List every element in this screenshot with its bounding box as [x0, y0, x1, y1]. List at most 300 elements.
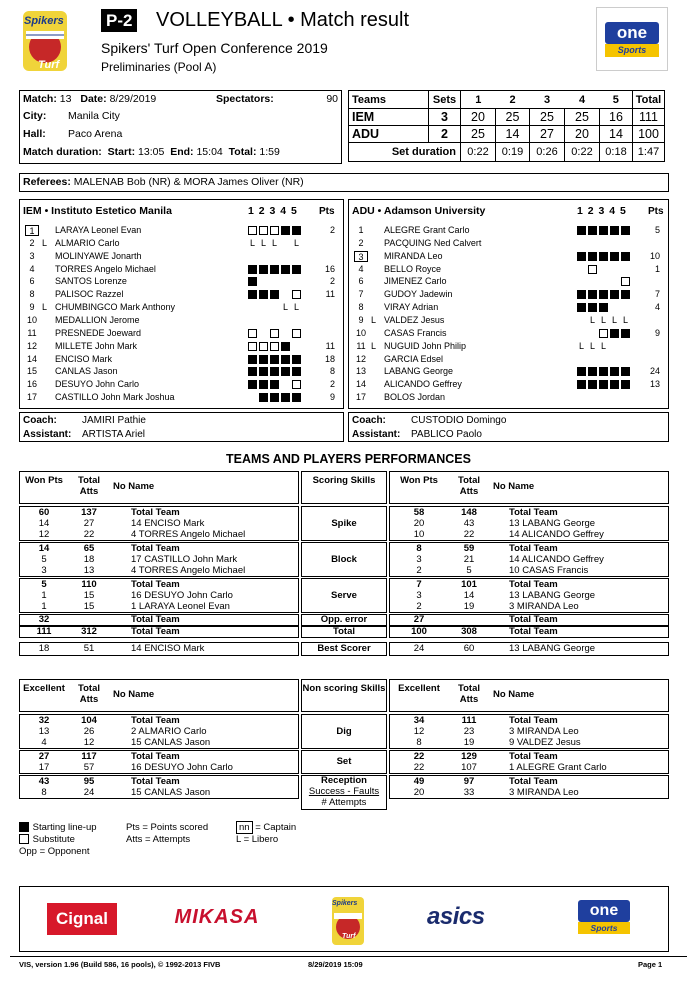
starter-square-icon [577, 380, 586, 389]
excellent-count: 8 [416, 737, 422, 748]
skill-subname: # Attempts [321, 797, 367, 808]
total-attempts: 15 [83, 601, 95, 612]
col-header: Won Pts [400, 475, 438, 486]
player-row [20, 263, 343, 276]
total-attempts: 312 [81, 626, 97, 637]
excellent-count: 4 [41, 737, 47, 748]
player-name: 2 ALMARIO Carlo [131, 726, 207, 737]
player-role: L [42, 237, 48, 248]
player-points: 11 [325, 340, 335, 351]
assistant-name: ARTISTA Ariel [82, 429, 145, 440]
player-points: 2 [329, 225, 335, 235]
player-row [20, 340, 343, 353]
starter-square-icon [577, 367, 586, 376]
starter-square-icon [588, 367, 597, 376]
total-attempts: 21 [463, 554, 475, 565]
starter-square-icon [610, 380, 619, 389]
legend-starting: Starting line-up [32, 822, 97, 833]
player-name: Total Team [509, 715, 558, 726]
starter-square-icon [292, 367, 301, 376]
phase-name: Preliminaries (Pool A) [101, 60, 217, 74]
set-score: 20 [461, 109, 496, 126]
player-name: 3 MIRANDA Leo [509, 787, 579, 798]
substitute-square-icon [248, 329, 257, 338]
starter-square-icon [621, 329, 630, 338]
set-score: 20 [565, 126, 600, 143]
starter-square-icon [248, 367, 257, 376]
footer-page: Page 1 [638, 960, 663, 969]
total-attempts: 137 [81, 507, 97, 518]
substitute-square-icon [259, 342, 268, 351]
starter-square-icon [599, 226, 608, 235]
legend-substitute: Substitute [32, 834, 75, 845]
sponsor-bar [19, 886, 669, 952]
substitute-square-icon [270, 342, 279, 351]
total-attempts: 51 [83, 643, 95, 654]
skill-name: Set [336, 756, 352, 767]
player-name: Total Team [509, 776, 558, 787]
total-attempts: 13 [83, 565, 95, 576]
player-name: Total Team [509, 614, 558, 625]
hdr-set3: 3 [530, 91, 565, 109]
starter-square-icon [577, 290, 586, 299]
duration-label: Match duration: [23, 146, 102, 158]
player-points: 11 [325, 289, 335, 300]
col-header: No Name [113, 481, 155, 492]
set-participation: L [622, 314, 628, 325]
team-b-pts-header: Pts [648, 206, 664, 217]
starter-square-icon [621, 226, 630, 235]
excellent-count: 20 [413, 787, 425, 798]
total-attempts: 19 [463, 601, 475, 612]
starter-square-icon [270, 265, 279, 274]
player-number: 13 [355, 366, 366, 377]
starter-square-icon [588, 290, 597, 299]
col-header: Excellent [398, 683, 440, 694]
one-logo-top: one [605, 22, 659, 44]
skill-name: Best Scorer [317, 643, 371, 654]
assistant-label: Assistant: [352, 429, 401, 440]
hdr-teams: Teams [349, 91, 429, 109]
player-points: 24 [649, 366, 660, 377]
cignal-logo: Cignal [47, 903, 117, 935]
col-header: Non scoring Skills [302, 683, 386, 694]
player-number: 12 [26, 340, 37, 351]
player-row [20, 327, 343, 340]
player-row [349, 314, 668, 327]
starter-square-icon [621, 290, 630, 299]
player-name: GARCIA Edsel [384, 353, 444, 364]
won-points: 2 [416, 565, 422, 576]
player-number: 4 [29, 263, 35, 274]
total-attempts: 22 [463, 529, 475, 540]
match-date: 8/29/2019 [109, 93, 157, 105]
set-score: 25 [530, 109, 565, 126]
player-row [20, 250, 343, 263]
player-row [20, 275, 343, 288]
hdr-set2: 2 [496, 91, 530, 109]
player-number: 6 [358, 276, 364, 287]
col-header: No Name [493, 481, 535, 492]
col-header: Won Pts [25, 475, 63, 486]
total-attempts: 95 [83, 776, 95, 787]
skill-name: Reception [321, 775, 367, 786]
player-name: 4 TORRES Angelo Michael [131, 565, 246, 576]
player-role: L [371, 340, 377, 351]
hdr-set5: 5 [600, 91, 633, 109]
set-participation: L [271, 237, 277, 248]
assistant-label: Assistant: [23, 429, 72, 440]
footer-version: VIS, version 1.96 (Build 586, 16 pools), © 1992-2013 FIVB [19, 960, 221, 969]
player-points: 2 [329, 379, 335, 390]
player-name: 4 TORRES Angelo Michael [131, 529, 246, 540]
total-attempts: 22 [83, 529, 95, 540]
starter-square-icon [599, 303, 608, 312]
total-attempts: 111 [461, 715, 477, 726]
total-label: Total: [228, 146, 257, 158]
player-number: 3 [354, 251, 368, 262]
set-score: 25 [565, 109, 600, 126]
player-number: 9 [358, 314, 364, 325]
player-name: 14 ALICANDO Geffrey [509, 554, 604, 565]
sets-won: 3 [429, 109, 461, 126]
won-points: 2 [416, 601, 422, 612]
player-name: NUGUID John Philip [384, 340, 467, 351]
player-name: Total Team [131, 507, 180, 518]
player-name: LARAYA Leonel Evan [55, 225, 142, 235]
set-participation: L [600, 340, 606, 351]
total-attempts: 23 [463, 726, 475, 737]
player-points: 16 [324, 263, 335, 274]
starter-square-icon [588, 303, 597, 312]
player-name: Total Team [131, 626, 180, 637]
player-number: 2 [358, 237, 364, 248]
starter-square-icon [292, 265, 301, 274]
referees-value: MALENAB Bob (NR) & MORA James Oliver (NR) [73, 176, 304, 188]
match-label: Match: [23, 93, 57, 105]
player-number: 11 [356, 340, 366, 351]
total-attempts: 97 [463, 776, 475, 787]
set-duration: 1:47 [637, 146, 660, 158]
legend-libero: L = Libero [236, 834, 279, 845]
starter-square-icon [599, 380, 608, 389]
player-points: 8 [329, 366, 335, 377]
starter-square-icon [259, 393, 268, 402]
player-name: BELLO Royce [384, 263, 442, 274]
player-name: ALMARIO Carlo [55, 237, 120, 248]
player-name: 13 LABANG George [509, 518, 596, 529]
starter-square-icon [588, 252, 597, 261]
score-table [348, 90, 665, 162]
footer-date: 8/29/2019 15:09 [308, 960, 363, 969]
set-score: 14 [496, 126, 530, 143]
total-attempts: 12 [83, 737, 95, 748]
won-points: 27 [413, 614, 425, 625]
total-attempts: 104 [81, 715, 97, 726]
legend-atts: Atts = Attempts [126, 834, 191, 845]
player-row [20, 314, 343, 327]
player-name: Total Team [131, 715, 180, 726]
player-number: 9 [29, 302, 35, 313]
end-label: End: [170, 146, 194, 158]
nonscoring-performance [19, 679, 669, 816]
player-number: 11 [27, 327, 37, 338]
one-logo-bottom: Sports [605, 44, 659, 57]
player-name: ENCISO Mark [55, 353, 113, 364]
set-participation: L [249, 237, 255, 248]
player-name: Total Team [131, 751, 180, 762]
legend-opp: Opp = Opponent [19, 846, 90, 857]
player-name: VIRAY Adrian [384, 302, 439, 313]
excellent-count: 43 [38, 776, 50, 787]
player-name: 14 ENCISO Mark [131, 643, 205, 654]
player-name: 3 MIRANDA Leo [509, 601, 579, 612]
player-row [349, 301, 668, 314]
set-participation: L [282, 302, 288, 313]
starter-square-icon [599, 367, 608, 376]
skill-subname: Success - Faults [308, 786, 380, 797]
coach-label: Coach: [23, 415, 57, 426]
player-row [349, 391, 668, 404]
player-name: Total Team [509, 626, 558, 637]
won-points: 3 [416, 554, 422, 565]
player-number: 1 [358, 225, 364, 235]
player-name: 15 CANLAS Jason [131, 737, 211, 748]
set-score: 25 [496, 109, 530, 126]
player-name: MIRANDA Leo [384, 250, 443, 261]
set-score: 25 [461, 126, 496, 143]
team-a-roster [19, 199, 344, 409]
team-a-staff [19, 412, 344, 442]
player-points: 4 [654, 302, 660, 313]
total-attempts: 117 [81, 751, 97, 762]
date-label: Date: [80, 93, 107, 105]
page-tag: P-2 [101, 9, 137, 32]
hdr-set4: 4 [565, 91, 600, 109]
starter-square-icon [270, 355, 279, 364]
player-number: 17 [355, 392, 366, 403]
starter-square-icon [577, 252, 586, 261]
col-header: Total Atts [458, 475, 480, 497]
player-number: 8 [358, 302, 364, 313]
set-score: 27 [530, 126, 565, 143]
player-name: CHUMBINGCO Mark Anthony [55, 302, 176, 313]
player-row [20, 288, 343, 301]
assistant-name: PABLICO Paolo [411, 429, 482, 440]
won-points: 10 [413, 529, 425, 540]
player-name: CASAS Francis [384, 327, 447, 338]
city-value: Manila City [68, 110, 120, 122]
player-row [349, 275, 668, 288]
starter-square-icon [292, 226, 301, 235]
player-name: 16 DESUYO John Carlo [131, 762, 233, 773]
starter-square-icon [270, 393, 279, 402]
starter-square-icon [610, 290, 619, 299]
player-name: LABANG George [384, 366, 454, 377]
match-number: 13 [59, 93, 72, 105]
starter-square-icon [610, 367, 619, 376]
player-name: BOLOS Jordan [384, 392, 446, 403]
total-attempts: 129 [461, 751, 477, 762]
team-a-sets-header: 1 2 3 4 5 [248, 205, 298, 217]
player-name: 10 CASAS Francis [509, 565, 589, 576]
team-a-pts-header: Pts [319, 206, 335, 217]
player-row [349, 340, 668, 353]
player-name: VALDEZ Jesus [384, 314, 445, 325]
player-name: 3 MIRANDA Leo [509, 726, 579, 737]
player-points: 9 [654, 327, 660, 338]
won-points: 3 [41, 565, 47, 576]
end-value: 15:04 [196, 146, 223, 158]
won-points: 14 [38, 518, 50, 529]
hall-label: Hall: [23, 128, 46, 140]
player-points: 1 [654, 263, 660, 274]
score-row-adu [349, 126, 665, 143]
starter-square-icon [281, 342, 290, 351]
won-points: 32 [38, 614, 50, 625]
player-role: L [42, 302, 48, 313]
player-name: Total Team [509, 579, 558, 590]
total-points: 111 [633, 109, 665, 126]
skill-name: Block [331, 553, 357, 565]
skill-name: Serve [331, 589, 357, 601]
won-points: 111 [36, 626, 52, 637]
coach-label: Coach: [352, 415, 386, 426]
won-points: 24 [413, 643, 425, 654]
referees-box [19, 173, 669, 192]
hdr-sets: Sets [429, 91, 461, 109]
starter-square-icon [610, 226, 619, 235]
col-header: Total Atts [78, 475, 100, 497]
player-name: Total Team [509, 507, 558, 518]
substitute-square-icon [588, 265, 597, 274]
asics-logo: asics [427, 903, 485, 930]
set-duration: 0:22 [461, 143, 496, 162]
substitute-square-icon [292, 290, 301, 299]
set-duration-label: Set duration [349, 143, 461, 162]
total-attempts: 65 [83, 543, 95, 554]
player-number: 17 [26, 392, 37, 403]
total-attempts: 101 [461, 579, 477, 590]
total-attempts: 19 [463, 737, 475, 748]
starter-square-icon [292, 393, 301, 402]
player-points: 5 [654, 225, 660, 235]
player-name: CANLAS Jason [55, 366, 118, 377]
city-label: City: [23, 110, 47, 122]
excellent-count: 13 [38, 726, 50, 737]
legend-captain: = Captain [255, 822, 297, 833]
player-row [20, 378, 343, 391]
player-name: CASTILLO John Mark Joshua [55, 392, 175, 403]
player-name: 17 CASTILLO John Mark [131, 554, 238, 565]
starter-square-icon [610, 252, 619, 261]
player-name: GUDOY Jadewin [384, 289, 453, 300]
player-row [349, 378, 668, 391]
total-attempts: 15 [83, 590, 95, 601]
player-number: 15 [26, 366, 37, 377]
starter-square-icon [259, 367, 268, 376]
won-points: 1 [41, 590, 47, 601]
total-points: 100 [633, 126, 665, 143]
hdr-total: Total [633, 91, 665, 109]
player-name: 13 LABANG George [509, 643, 596, 654]
substitute-square-icon [270, 329, 279, 338]
player-name: Total Team [509, 543, 558, 554]
player-row [20, 365, 343, 378]
excellent-count: 27 [38, 751, 50, 762]
set-participation: L [611, 314, 617, 325]
won-points: 100 [411, 626, 427, 637]
player-name: SANTOS Lorenze [55, 276, 127, 287]
logo-text-bottom: Turf [38, 59, 60, 71]
set-duration: 0:19 [496, 143, 530, 162]
starter-square-icon [281, 367, 290, 376]
col-header: Total Atts [458, 683, 480, 705]
substitute-square-icon [19, 834, 29, 844]
set-duration: 0:22 [565, 143, 600, 162]
starter-square-icon [610, 329, 619, 338]
team-code: ADU [349, 126, 429, 143]
excellent-count: 49 [413, 776, 425, 787]
starter-square-icon [621, 367, 630, 376]
substitute-square-icon [259, 226, 268, 235]
player-row [20, 224, 343, 237]
coach-name: CUSTODIO Domingo [411, 415, 507, 426]
starter-square-icon [621, 380, 630, 389]
player-name: ALEGRE Grant Carlo [384, 225, 470, 235]
substitute-square-icon [292, 380, 301, 389]
sets-won: 2 [429, 126, 461, 143]
skill-name: Total [333, 626, 355, 637]
won-points: 14 [38, 543, 50, 554]
team-b-sets-header: 1 2 3 4 5 [577, 205, 627, 217]
total-attempts: 26 [83, 726, 95, 737]
player-points: 2 [329, 276, 335, 287]
coach-name: JAMIRI Pathie [82, 415, 146, 426]
total-attempts: 60 [463, 643, 475, 654]
player-name: 9 VALDEZ Jesus [509, 737, 581, 748]
player-name: Total Team [509, 751, 558, 762]
set-participation: L [578, 340, 584, 351]
total-attempts: 57 [83, 762, 95, 773]
total-attempts: 59 [463, 543, 475, 554]
substitute-square-icon [599, 329, 608, 338]
total-attempts: 18 [83, 554, 95, 565]
spectators-value: 90 [326, 93, 338, 105]
starter-square-icon [621, 252, 630, 261]
player-number: 10 [26, 314, 37, 325]
won-points: 20 [413, 518, 425, 529]
player-number: 14 [26, 353, 37, 364]
hdr-set1: 1 [461, 91, 496, 109]
excellent-count: 17 [38, 762, 50, 773]
referees-label: Referees: [23, 176, 71, 188]
start-label: Start: [107, 146, 136, 158]
competition-name: Spikers' Turf Open Conference 2019 [101, 40, 328, 56]
player-number: 14 [355, 379, 366, 390]
player-name: Total Team [131, 579, 180, 590]
total-attempts: 5 [466, 565, 472, 576]
won-points: 5 [41, 579, 47, 590]
one-sponsor-top: one [578, 900, 630, 922]
player-name: PACQUING Ned Calvert [384, 237, 482, 248]
player-name: JIMENEZ Carlo [384, 276, 447, 287]
starter-square-icon [259, 380, 268, 389]
one-sports-logo [596, 7, 668, 71]
set-duration-row [349, 143, 665, 162]
player-row [349, 288, 668, 301]
won-points: 58 [413, 507, 425, 518]
